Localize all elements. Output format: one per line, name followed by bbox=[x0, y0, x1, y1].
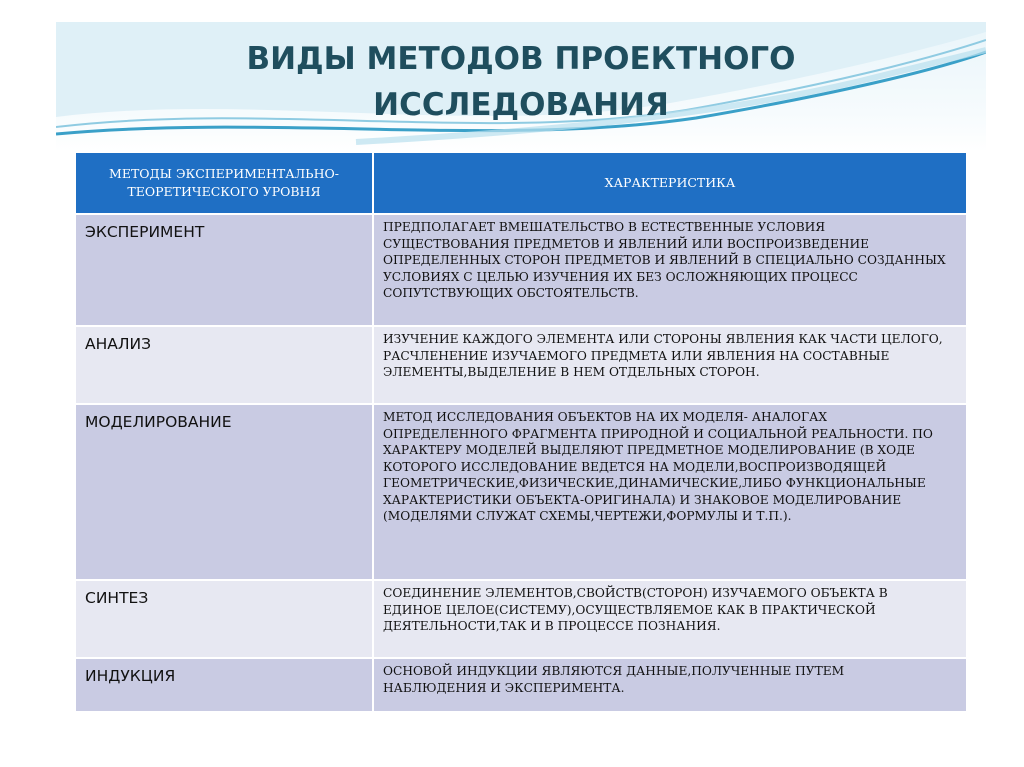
method-description: МЕТОД ИССЛЕДОВАНИЯ ОБЪЕКТОВ НА ИХ МОДЕЛЯ- АНАЛОГАХ ОПРЕДЕЛЕННОГО ФРАГМЕНТА ПРИРОДНОЙ И СОЦИАЛЬНОЙ РЕАЛЬНОСТИ. ПО ХАРАКТЕРУ МОДЕЛЕЙ ВЫДЕЛЯЮТ ПРЕДМЕТНОЕ МОДЕЛИРОВАНИЕ (В ХОДЕ КОТОРОГО ИССЛЕДОВАНИЕ ВЕДЕТСЯ НА МОДЕЛИ,ВОСПРОИЗВОДЯЩЕЙ ГЕОМЕТРИЧЕСКИЕ,ФИЗИЧЕСКИЕ,ДИНАМИЧЕСКИЕ,ЛИБО ФУНКЦИОНАЛЬНЫЕ ХАРАКТЕРИСТИКИ ОБЪЕКТА-ОРИГИНАЛА) И ЗНАКОВОЕ МОДЕЛИРОВАНИЕ (МОДЕЛЯМИ СЛУЖАТ СХЕМЫ,ЧЕРТЕЖИ,ФОРМУЛЫ И Т.П.). bbox=[373, 404, 967, 580]
method-description: ИЗУЧЕНИЕ КАЖДОГО ЭЛЕМЕНТА ИЛИ СТОРОНЫ ЯВЛЕНИЯ КАК ЧАСТИ ЦЕЛОГО, РАСЧЛЕНЕНИЕ ИЗУЧАЕМОГО ПРЕДМЕТА ИЛИ ЯВЛЕНИЯ НА СОСТАВНЫЕ ЭЛЕМЕНТЫ,ВЫДЕЛЕНИЕ В НЕМ ОТДЕЛЬНЫХ СТОРОН. bbox=[373, 326, 967, 404]
table-row bbox=[76, 404, 967, 580]
methods-table bbox=[76, 153, 968, 713]
method-name: МОДЕЛИРОВАНИЕ bbox=[76, 404, 373, 580]
slide-title-line-1: ВИДЫ МЕТОДОВ ПРОЕКТНОГО bbox=[246, 41, 796, 77]
method-description: СОЕДИНЕНИЕ ЭЛЕМЕНТОВ,СВОЙСТВ(СТОРОН) ИЗУЧАЕМОГО ОБЪЕКТА В ЕДИНОЕ ЦЕЛОЕ(СИСТЕМУ),ОСУЩЕСТВЛЯЕМОЕ КАК В ПРАКТИЧЕСКОЙ ДЕЯТЕЛЬНОСТИ,ТАК И В ПРОЦЕССЕ ПОЗНАНИЯ. bbox=[373, 580, 967, 658]
header-methods: МЕТОДЫ ЭКСПЕРИМЕНТАЛЬНО-ТЕОРЕТИЧЕСКОГО УРОВНЯ bbox=[76, 153, 373, 214]
table-header-row bbox=[76, 153, 967, 214]
header-characteristic: ХАРАКТЕРИСТИКА bbox=[373, 153, 967, 214]
method-name: ИНДУКЦИЯ bbox=[76, 658, 373, 712]
method-name: СИНТЕЗ bbox=[76, 580, 373, 658]
method-name: ЭКСПЕРИМЕНТ bbox=[76, 214, 373, 326]
slide bbox=[56, 22, 986, 722]
table-row bbox=[76, 658, 967, 712]
method-description: ПРЕДПОЛАГАЕТ ВМЕШАТЕЛЬСТВО В ЕСТЕСТВЕННЫЕ УСЛОВИЯ СУЩЕСТВОВАНИЯ ПРЕДМЕТОВ И ЯВЛЕНИЙ ИЛИ ВОСПРОИЗВЕДЕНИЕ ОПРЕДЕЛЕННЫХ СТОРОН ПРЕДМЕТОВ И ЯВЛЕНИЙ В СПЕЦИАЛЬНО СОЗДАННЫХ УСЛОВИЯХ С ЦЕЛЬЮ ИЗУЧЕНИЯ ИХ БЕЗ ОСЛОЖНЯЮЩИХ ПРОЦЕСС СОПУТСТВУЮЩИХ ОБСТОЯТЕЛЬСТВ. bbox=[373, 214, 967, 326]
table-row bbox=[76, 326, 967, 404]
slide-title bbox=[56, 36, 986, 128]
title-banner bbox=[56, 22, 986, 152]
method-description: ОСНОВОЙ ИНДУКЦИИ ЯВЛЯЮТСЯ ДАННЫЕ,ПОЛУЧЕННЫЕ ПУТЕМ НАБЛЮДЕНИЯ И ЭКСПЕРИМЕНТА. bbox=[373, 658, 967, 712]
table-row bbox=[76, 214, 967, 326]
slide-title-line-2: ИССЛЕДОВАНИЯ bbox=[373, 87, 669, 123]
method-name: АНАЛИЗ bbox=[76, 326, 373, 404]
table-row bbox=[76, 580, 967, 658]
